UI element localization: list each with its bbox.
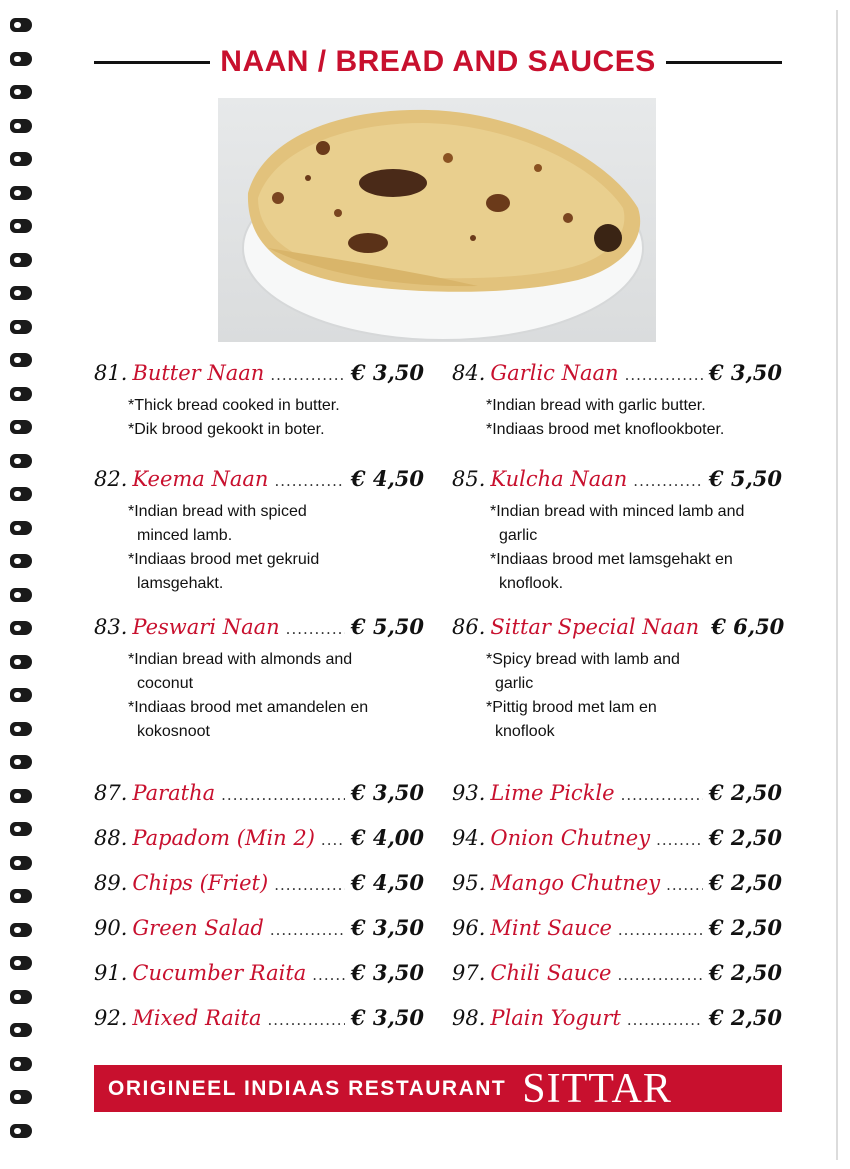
- item-price: € 3,50: [350, 360, 424, 385]
- item-number: 85.: [452, 467, 486, 491]
- binding-ring-icon: [10, 387, 36, 401]
- binding-ring-icon: [10, 454, 36, 468]
- menu-item: [94, 825, 424, 855]
- item-price: € 2,50: [708, 915, 782, 940]
- dot-leader: [221, 786, 345, 804]
- binding-ring-icon: [10, 621, 36, 635]
- binding-ring-icon: [10, 722, 36, 736]
- dot-leader: [627, 1011, 703, 1029]
- header-rule-left: [94, 61, 210, 64]
- item-price: € 2,50: [708, 825, 782, 850]
- item-name: Kulcha Naan: [490, 467, 628, 491]
- dot-leader: [625, 366, 703, 384]
- description-dutch: *Dik brood gekookt in boter.: [128, 421, 325, 438]
- dot-leader: [621, 786, 703, 804]
- dot-leader: [617, 966, 702, 984]
- binding-ring-icon: [10, 119, 36, 133]
- item-name: Mango Chutney: [490, 871, 661, 895]
- binding-ring-icon: [10, 956, 36, 970]
- item-number: 84.: [452, 361, 486, 385]
- menu-item: [452, 825, 782, 855]
- item-number: 90.: [94, 916, 128, 940]
- menu-item: [452, 870, 782, 900]
- item-description: [452, 648, 692, 744]
- item-number: 86.: [452, 615, 486, 639]
- item-name: Mixed Raita: [132, 1006, 262, 1030]
- binding-ring-icon: [10, 822, 36, 836]
- dot-leader: [666, 876, 703, 894]
- menu-item: [452, 915, 782, 945]
- item-number: 87.: [94, 781, 128, 805]
- binding-ring-icon: [10, 655, 36, 669]
- item-number: 83.: [94, 615, 128, 639]
- item-number: 92.: [94, 1006, 128, 1030]
- menu-item: [452, 360, 782, 442]
- item-name: Butter Naan: [132, 361, 265, 385]
- item-name: Sittar Special Naan: [490, 615, 700, 639]
- description-dutch: *Indiaas brood met lamsgehakt en knoflook.: [490, 551, 733, 592]
- item-description: [94, 648, 384, 744]
- description-english: *Indian bread with spiced minced lamb.: [128, 503, 307, 544]
- item-number: 91.: [94, 961, 128, 985]
- menu-item: [94, 915, 424, 945]
- binding-ring-icon: [10, 521, 36, 535]
- menu-item: [452, 466, 782, 596]
- footer-banner: [94, 1065, 782, 1112]
- binding-ring-icon: [10, 353, 36, 367]
- dot-leader: [274, 472, 344, 490]
- item-description: [94, 394, 424, 442]
- item-price: € 3,50: [350, 1005, 424, 1030]
- item-name: Garlic Naan: [490, 361, 619, 385]
- menu-item: [94, 870, 424, 900]
- binding-ring-icon: [10, 286, 36, 300]
- item-price: € 3,50: [708, 360, 782, 385]
- menu-item: [452, 780, 782, 810]
- binding-ring-icon: [10, 1057, 36, 1071]
- binding-ring-icon: [10, 152, 36, 166]
- binding-ring-icon: [10, 1124, 36, 1138]
- description-english: *Spicy bread with lamb and garlic: [486, 651, 680, 692]
- menu-item: [452, 614, 785, 744]
- item-price: € 4,50: [350, 466, 424, 491]
- binding-ring-icon: [10, 755, 36, 769]
- item-number: 88.: [94, 826, 128, 850]
- binding-ring-icon: [10, 923, 36, 937]
- item-name: Onion Chutney: [490, 826, 651, 850]
- description-dutch: *Indiaas brood met knoflookboter.: [486, 421, 725, 438]
- dot-leader: [274, 876, 345, 894]
- item-number: 95.: [452, 871, 486, 895]
- binding-ring-icon: [10, 1023, 36, 1037]
- item-number: 93.: [452, 781, 486, 805]
- binding-ring-icon: [10, 588, 36, 602]
- item-price: € 3,50: [350, 960, 424, 985]
- binding-ring-icon: [10, 889, 36, 903]
- item-name: Lime Pickle: [490, 781, 615, 805]
- menu-item: [452, 1005, 782, 1035]
- binding-ring-icon: [10, 990, 36, 1004]
- binding-ring-icon: [10, 320, 36, 334]
- item-name: Paratha: [132, 781, 216, 805]
- item-description: [452, 500, 762, 596]
- binding-ring-icon: [10, 1090, 36, 1104]
- restaurant-logo: SITTAR: [522, 1065, 672, 1112]
- item-name: Keema Naan: [132, 467, 269, 491]
- item-price: € 2,50: [708, 870, 782, 895]
- dot-leader: [270, 366, 345, 384]
- item-price: € 3,50: [350, 780, 424, 805]
- binding-ring-icon: [10, 420, 36, 434]
- description-dutch: *Indiaas brood met gekruid lamsgehakt.: [128, 551, 320, 592]
- description-dutch: *Indiaas brood met amandelen en kokosnoot: [128, 699, 369, 740]
- menu-item: [94, 780, 424, 810]
- binding-ring-icon: [10, 18, 36, 32]
- spiral-binding-icon: [6, 18, 42, 1148]
- binding-ring-icon: [10, 789, 36, 803]
- binding-ring-icon: [10, 856, 36, 870]
- item-number: 89.: [94, 871, 128, 895]
- description-english: *Indian bread with minced lamb and garlic: [490, 503, 745, 544]
- menu-item: [94, 360, 424, 442]
- menu-item: [94, 614, 424, 744]
- item-name: Papadom (Min 2): [132, 826, 315, 850]
- item-name: Chips (Friet): [132, 871, 269, 895]
- binding-ring-icon: [10, 85, 36, 99]
- item-number: 94.: [452, 826, 486, 850]
- item-name: Peswari Naan: [132, 615, 280, 639]
- dot-leader: [270, 921, 345, 939]
- dot-leader: [312, 966, 345, 984]
- menu-item: [94, 960, 424, 990]
- item-name: Mint Sauce: [490, 916, 612, 940]
- page-header: [94, 42, 782, 82]
- item-name: Green Salad: [132, 916, 264, 940]
- item-name: Chili Sauce: [490, 961, 612, 985]
- dot-leader: [286, 620, 345, 638]
- description-english: *Indian bread with almonds and coconut: [128, 651, 353, 692]
- binding-ring-icon: [10, 186, 36, 200]
- binding-ring-icon: [10, 52, 36, 66]
- naan-bread-photo: [218, 98, 656, 342]
- item-number: 98.: [452, 1006, 486, 1030]
- dot-leader: [268, 1011, 345, 1029]
- item-description: [452, 394, 782, 442]
- item-name: Cucumber Raita: [132, 961, 307, 985]
- binding-ring-icon: [10, 219, 36, 233]
- binding-ring-icon: [10, 253, 36, 267]
- restaurant-tagline: ORIGINEEL INDIAAS RESTAURANT: [108, 1076, 507, 1100]
- item-price: € 2,50: [708, 1005, 782, 1030]
- dot-leader: [618, 921, 703, 939]
- item-price: € 4,50: [350, 870, 424, 895]
- description-english: *Indian bread with garlic butter.: [486, 397, 706, 414]
- item-name: Plain Yogurt: [490, 1006, 621, 1030]
- item-price: € 4,00: [350, 825, 424, 850]
- item-price: € 2,50: [708, 960, 782, 985]
- item-number: 97.: [452, 961, 486, 985]
- dot-leader: [633, 472, 703, 490]
- item-number: 81.: [94, 361, 128, 385]
- binding-ring-icon: [10, 487, 36, 501]
- item-price: € 6,50: [711, 614, 785, 639]
- item-price: € 2,50: [708, 780, 782, 805]
- binding-ring-icon: [10, 554, 36, 568]
- dot-leader: [321, 831, 345, 849]
- item-price: € 3,50: [350, 915, 424, 940]
- item-number: 82.: [94, 467, 128, 491]
- dot-leader: [656, 831, 703, 849]
- binding-ring-icon: [10, 688, 36, 702]
- item-price: € 5,50: [350, 614, 424, 639]
- header-rule-right: [666, 61, 782, 64]
- menu-item: [94, 1005, 424, 1035]
- menu-item: [452, 960, 782, 990]
- page-title: NAAN / BREAD AND SAUCES: [220, 45, 656, 78]
- description-english: *Thick bread cooked in butter.: [128, 397, 340, 414]
- page-edge: [836, 10, 838, 1160]
- item-description: [94, 500, 354, 596]
- item-number: 96.: [452, 916, 486, 940]
- menu-item: [94, 466, 424, 596]
- description-dutch: *Pittig brood met lam en knoflook: [486, 699, 657, 740]
- item-price: € 5,50: [708, 466, 782, 491]
